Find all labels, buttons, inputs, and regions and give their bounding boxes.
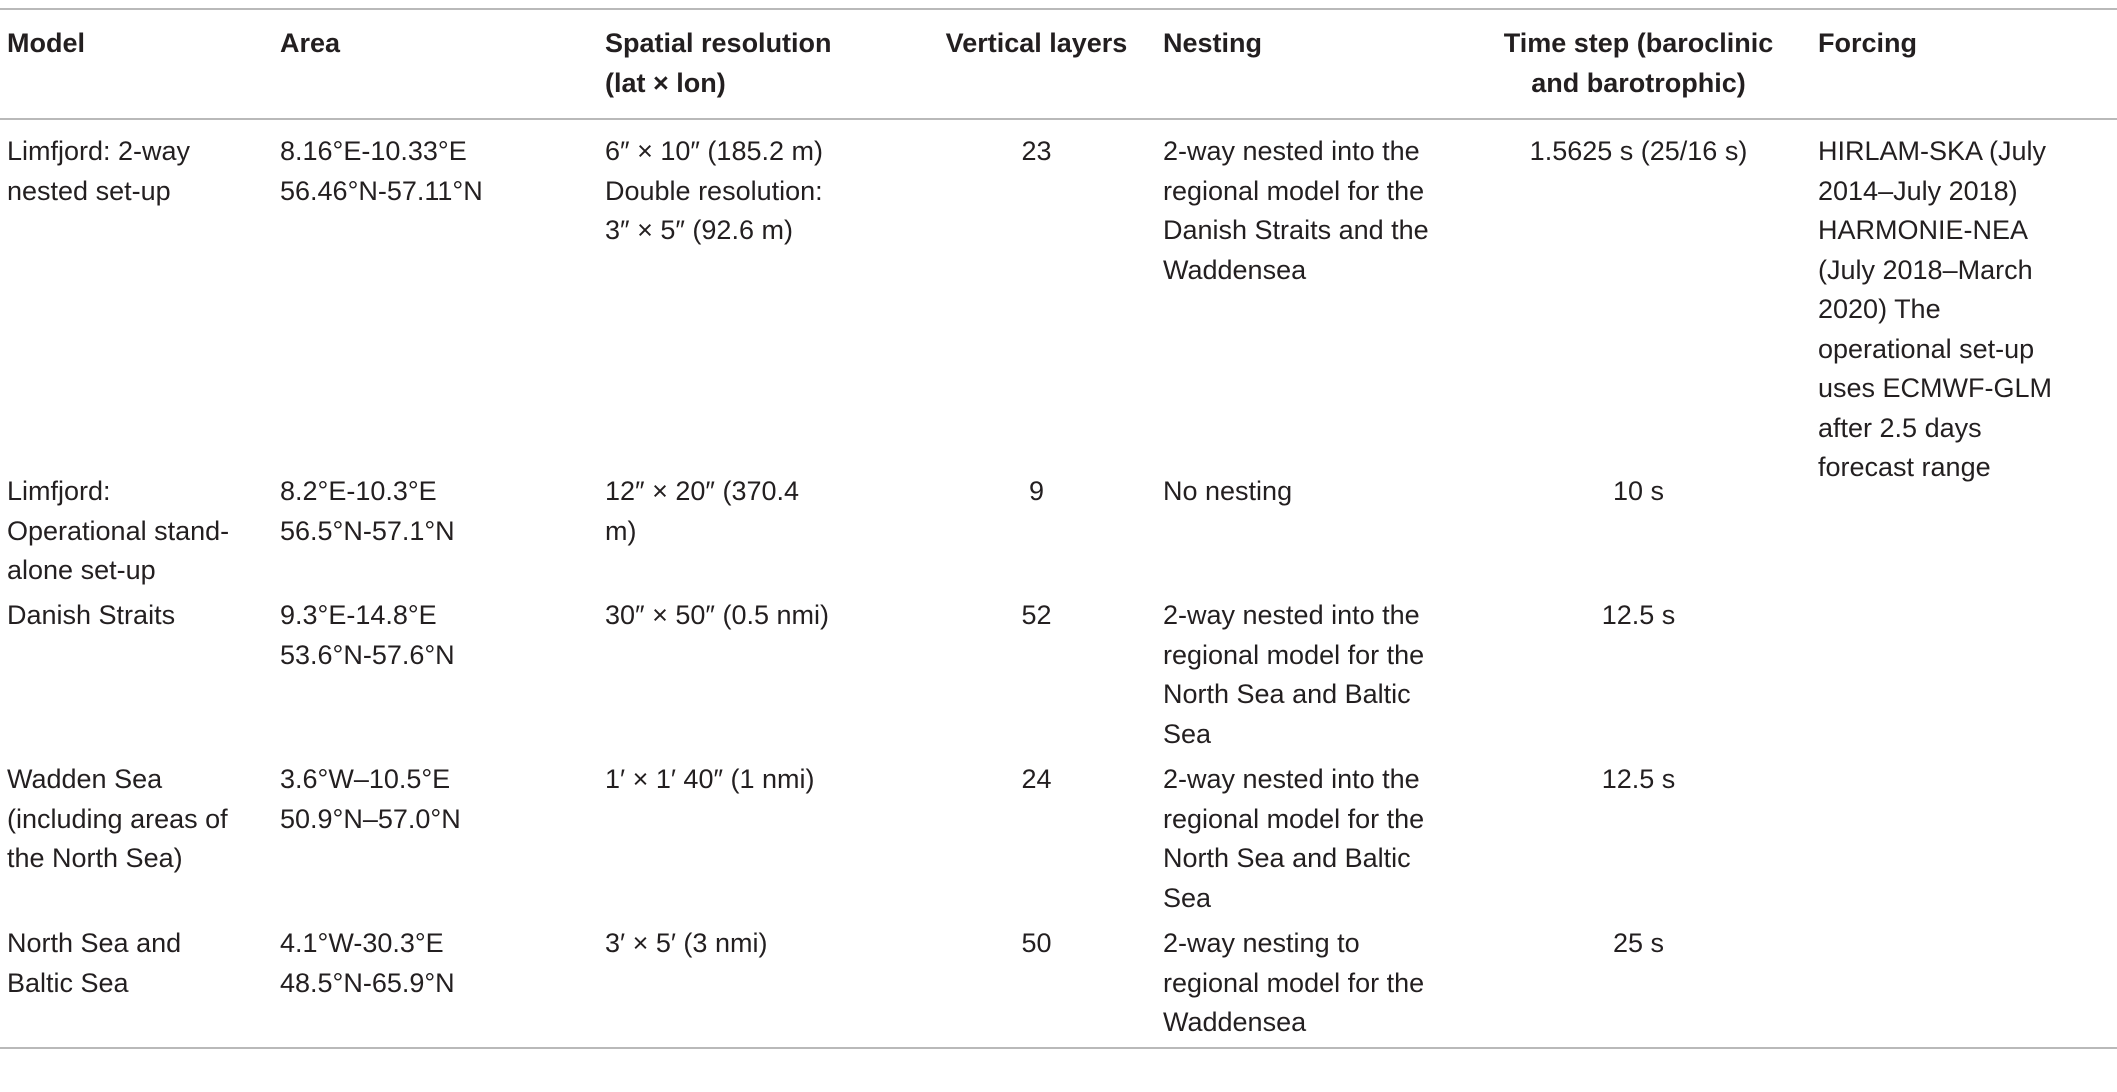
cell-spatial-resolution: [601, 760, 910, 924]
cell-area-line2: 53.6°N-57.6°N: [280, 639, 455, 670]
cell-time-step: 12.5 s: [1601, 764, 1676, 794]
header-time-step-line2: and barotrophic): [1531, 67, 1746, 98]
cell-spatial-resolution: [601, 472, 910, 596]
cell-resolution-line1: 30″ × 50″ (0.5 nmi): [605, 600, 829, 630]
table-header-row: [0, 9, 2117, 119]
forcing-text: HIRLAM-SKA (July 2014–July 2018) HARMONIE-NEA (July 2018–March 2020) The operational set-up uses ECMWF-GLM after 2.5 days forecast range: [1818, 136, 2053, 482]
cell-vertical-layers: 52: [1021, 600, 1052, 630]
cell-area-line2: 56.46°N-57.11°N: [280, 175, 483, 206]
table-row: [0, 760, 2117, 924]
cell-time-step: 12.5 s: [1601, 600, 1676, 630]
cell-area-line1: 8.16°E-10.33°E: [280, 136, 467, 166]
header-spatial-resolution-line2: (lat × lon): [605, 67, 726, 98]
cell-vertical-layers: 23: [1021, 136, 1052, 166]
cell-time-step: 1.5625 s (25/16 s): [1529, 136, 1748, 166]
cell-nesting: 2-way nested into the regional model for the North Sea and Baltic Sea: [1163, 764, 1425, 913]
header-area: Area: [280, 28, 341, 58]
header-forcing: Forcing: [1818, 28, 1917, 58]
cell-area-line1: 4.1°W-30.3°E: [280, 928, 444, 958]
cell-model: Limfjord: Operational stand-alone set-up: [7, 476, 230, 585]
model-setup-table: [0, 8, 2117, 1049]
cell-nesting: No nesting: [1163, 476, 1293, 506]
cell-resolution-line3: 3″ × 5″ (92.6 m): [605, 215, 793, 245]
header-vertical-layers: Vertical layers: [945, 28, 1128, 58]
table-row: [0, 596, 2117, 760]
header-nesting: Nesting: [1163, 28, 1263, 58]
cell-resolution-line1: 1′ × 1′ 40″ (1 nmi): [605, 764, 815, 794]
cell-area-line2: 50.9°N–57.0°N: [280, 803, 461, 834]
header-model: Model: [7, 28, 85, 58]
cell-time-step: 25 s: [1612, 928, 1665, 958]
cell-area: [268, 472, 601, 596]
cell-resolution-line1: 3′ × 5′ (3 nmi): [605, 928, 768, 958]
cell-model: Wadden Sea (including areas of the North Sea): [7, 764, 228, 873]
header-time-step-line1: Time step (baroclinic: [1503, 28, 1774, 58]
cell-resolution-line1: 6″ × 10″ (185.2 m): [605, 136, 823, 166]
cell-area-line2: 48.5°N-65.9°N: [280, 967, 455, 998]
cell-area: [268, 596, 601, 760]
header-spatial-resolution-line1: Spatial resolution: [605, 28, 832, 58]
cell-resolution-line2: Double resolution:: [605, 175, 823, 206]
cell-spatial-resolution: [601, 596, 910, 760]
model-setup-table-container: [0, 8, 2117, 1049]
cell-area: [268, 119, 601, 472]
header-spatial-resolution: [601, 9, 910, 119]
cell-model: Danish Straits: [7, 600, 176, 630]
cell-area: [268, 760, 601, 924]
cell-area-line1: 8.2°E-10.3°E: [280, 476, 437, 506]
cell-nesting: 2-way nested into the regional model for the North Sea and Baltic Sea: [1163, 600, 1425, 749]
table-row: [0, 472, 2117, 596]
table-row: [0, 924, 2117, 1048]
cell-vertical-layers: 24: [1021, 764, 1052, 794]
cell-area-line1: 9.3°E-14.8°E: [280, 600, 437, 630]
cell-resolution-line1: 12″ × 20″ (370.4 m): [605, 476, 800, 546]
cell-model: North Sea and Baltic Sea: [7, 928, 182, 998]
cell-area-line1: 3.6°W–10.5°E: [280, 764, 451, 794]
header-time-step: [1465, 9, 1812, 119]
cell-nesting: 2-way nesting to regional model for the Waddensea: [1163, 928, 1425, 1037]
cell-spatial-resolution: [601, 119, 910, 472]
cell-model: Limfjord: 2-way nested set-up: [7, 136, 191, 206]
cell-nesting: 2-way nested into the regional model for the Danish Straits and the Waddensea: [1163, 136, 1429, 285]
cell-spatial-resolution: [601, 924, 910, 1048]
cell-time-step: 10 s: [1612, 476, 1665, 506]
cell-forcing: [1812, 119, 2117, 1048]
cell-vertical-layers: 50: [1021, 928, 1052, 958]
table-row: [0, 119, 2117, 472]
cell-vertical-layers: 9: [1028, 476, 1045, 506]
cell-area-line2: 56.5°N-57.1°N: [280, 515, 455, 546]
cell-area: [268, 924, 601, 1048]
